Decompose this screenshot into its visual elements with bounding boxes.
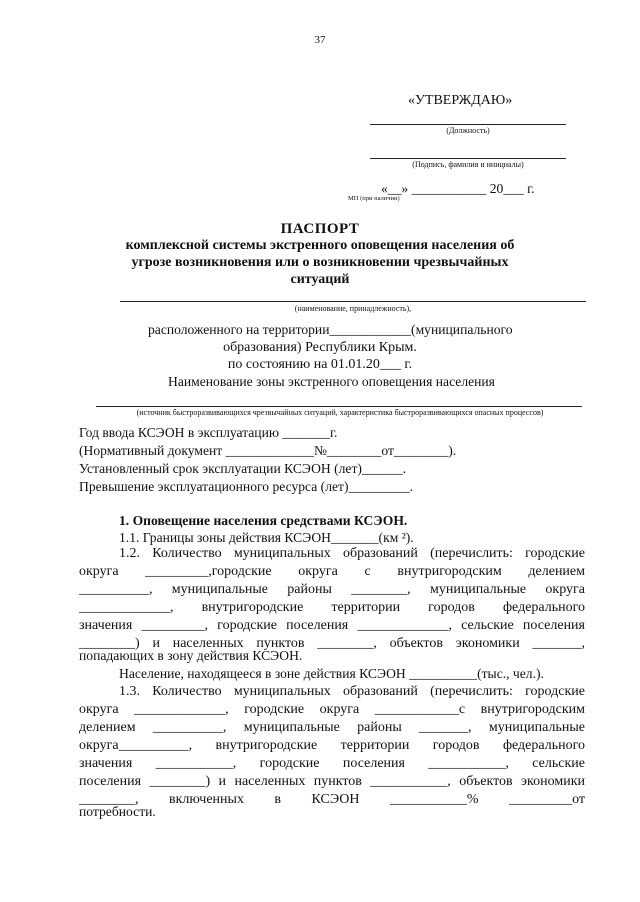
approval-heading: «УТВЕРЖДАЮ» (408, 93, 513, 108)
document-title: ПАСПОРТ (280, 221, 360, 237)
paragraph-1-2-line-5: значения _________, городские поселения _____________, сельские поселения (79, 618, 585, 633)
resource-exceeding: Превышение эксплуатационного ресурса (лет)_________. (79, 479, 414, 494)
stamp-caption: МП (при наличии) (348, 195, 400, 202)
commission-year: Год ввода КСЭОН в эксплуатацию _______г. (79, 425, 338, 440)
title-line-3: ситуаций (290, 272, 350, 287)
population-line: Население, находящееся в зоне действия КСЭОН __________(тыс., чел.). (119, 666, 544, 681)
position-caption: (Должность) (446, 126, 490, 135)
title-line-1: комплексной системы экстренного оповещения населения об (125, 238, 515, 253)
zone-name-label: Наименование зоны экстренного оповещения населения (168, 374, 495, 389)
name-line (120, 301, 586, 302)
normative-document: (Нормативный документ _____________№________от________). (79, 443, 457, 458)
name-caption: (наименование, принадлежность), (294, 304, 412, 313)
paragraph-1-3-line-1: 1.3. Количество муниципальных образований (перечислить: городские (119, 684, 585, 699)
territory-line-1: расположенного на территории____________(муниципального (148, 322, 513, 337)
paragraph-1-3-line-6: поселения ________) и населенных пунктов ___________, объектов экономики (79, 774, 585, 789)
title-line-2: угрозе возникновения или о возникновении чрезвычайных (131, 255, 509, 270)
paragraph-1-2-line-6: ________) и населенных пунктов ________, объектов экономики _______, (79, 636, 585, 651)
territory-line-2: образования) Республики Крым. (223, 340, 417, 355)
signature-caption: (Подпись, фамилия и инициалы) (412, 160, 524, 169)
territory-line-3: по состоянию на 01.01.20___ г. (227, 357, 413, 372)
paragraph-1-3-last: потребности. (79, 804, 156, 819)
page-number: 37 (314, 34, 326, 46)
signature-line (370, 158, 566, 159)
paragraph-1-2-line-4: _____________, внутригородские территории городов федерального (79, 600, 585, 615)
paragraph-1-1: 1.1. Границы зоны действия КСЭОН_______(км ²). (119, 530, 414, 545)
paragraph-1-2-line-3: __________, муниципальные районы ________, муниципальные округа (79, 582, 585, 597)
paragraph-1-2-last: попадающих в зону действия КСЭОН. (79, 648, 303, 663)
service-life: Установленный срок эксплуатации КСЭОН (лет)______. (79, 461, 407, 476)
position-line (370, 124, 566, 125)
section-1-heading: 1. Оповещение населения средствами КСЭОН. (119, 513, 408, 528)
paragraph-1-2-line-1: 1.2. Количество муниципальных образований (перечислить: городские (119, 546, 585, 561)
paragraph-1-3-line-7: ________, включенных в КСЭОН ___________% _________от (79, 792, 585, 807)
paragraph-1-3-line-5: значения ___________, городские поселения ___________, сельские (79, 756, 585, 771)
paragraph-1-3-line-2: округа _____________, городские округа ____________с внутригородским (79, 702, 585, 717)
paragraph-1-3-line-3: делением __________, муниципальные районы _______, муниципальные (79, 720, 585, 735)
source-line (96, 406, 582, 407)
paragraph-1-3-line-4: округа__________, внутригородские территории городов федерального (79, 738, 585, 753)
paragraph-1-2-line-2: округа _________,городские округа с внутригородским делением (79, 564, 585, 579)
source-caption: (источник быстроразвивающихся чрезвычайных ситуаций, характеристика быстроразвивающихся опасных процессов) (136, 408, 544, 417)
approval-date-line: «__» ___________ 20___ г. (381, 181, 535, 196)
